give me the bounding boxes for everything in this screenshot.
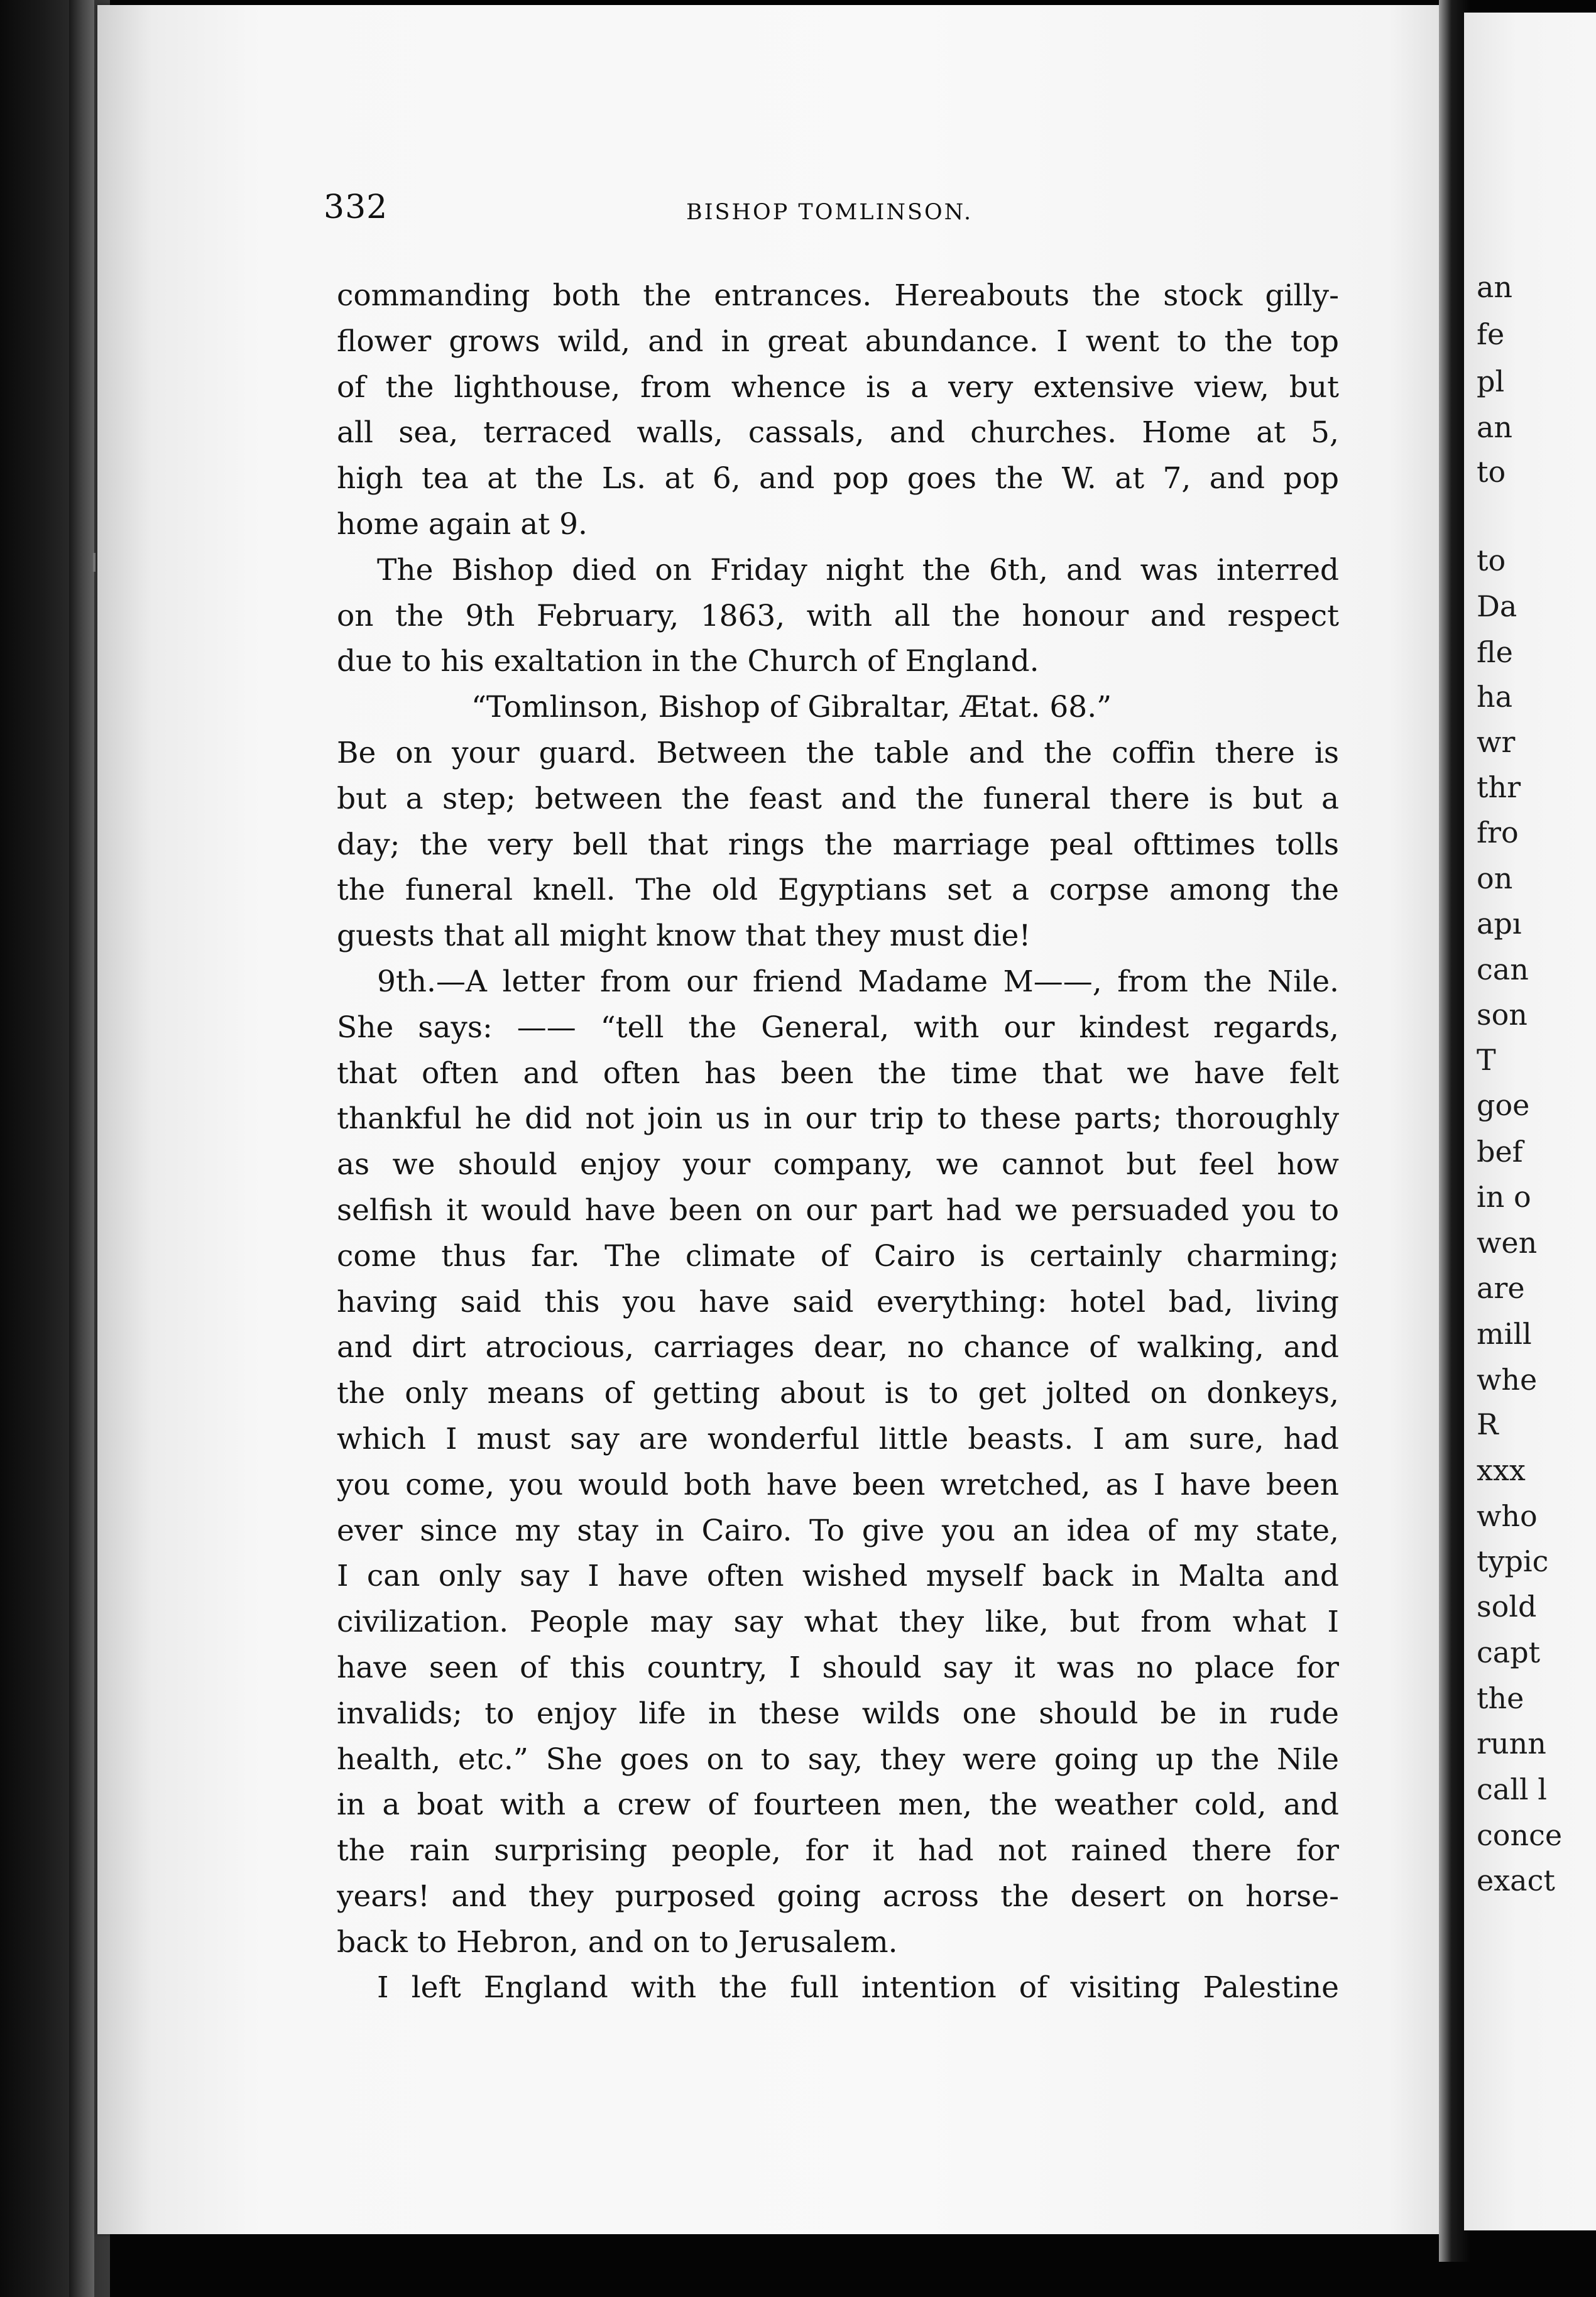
facing-text-fragment: xxx <box>1477 1453 1526 1487</box>
text-line: having said this you have said everything: hotel bad, living <box>337 1284 1339 1319</box>
facing-text-fragment: Da <box>1477 589 1517 623</box>
body-text <box>337 273 1339 2011</box>
facing-text-fragment: T <box>1477 1043 1496 1077</box>
text-line: selfish it would have been on our part had we persuaded you to <box>337 1192 1339 1228</box>
facing-text-fragment: bef <box>1477 1135 1523 1169</box>
text-line: as we should enjoy your company, we cannot but feel how <box>337 1147 1339 1182</box>
facing-text-fragment: exact <box>1477 1863 1555 1897</box>
facing-text-fragment: goe <box>1477 1088 1530 1122</box>
text-line: “Tomlinson, Bishop of Gibraltar, Ætat. 68.” <box>471 690 1112 725</box>
text-line: Be on your guard. Between the table and the coffin there is <box>337 735 1339 770</box>
text-line: commanding both the entrances. Hereabouts the stock gilly- <box>337 278 1339 313</box>
facing-text-fragment: R <box>1477 1407 1499 1441</box>
facing-text-fragment: ha <box>1477 680 1513 714</box>
facing-text-fragment: runn <box>1477 1727 1546 1760</box>
facing-text-fragment: sold <box>1477 1590 1537 1623</box>
text-line: and dirt atrocious, carriages dear, no chance of walking, and <box>337 1330 1339 1365</box>
text-line: years! and they purposed going across the desert on horse- <box>337 1879 1339 1914</box>
text-line: on the 9th February, 1863, with all the honour and respect <box>337 598 1339 633</box>
facing-text-fragment: who <box>1477 1499 1538 1533</box>
facing-text-fragment: call l <box>1477 1772 1547 1806</box>
facing-text-fragment: can <box>1477 952 1529 986</box>
facing-text-fragment: son <box>1477 998 1528 1032</box>
text-line: the only means of getting about is to get jolted on donkeys, <box>337 1376 1339 1411</box>
text-line: that often and often has been the time that we have felt <box>337 1056 1339 1091</box>
text-line: She says: —— “tell the General, with our kindest regards, <box>337 1010 1339 1045</box>
text-line: I left England with the full intention of visiting Palestine <box>377 1970 1339 2005</box>
facing-text-fragment: wen <box>1477 1226 1538 1260</box>
facing-text-fragment: fro <box>1477 816 1519 849</box>
facing-text-fragment: an <box>1477 270 1513 304</box>
facing-text-fragment: to <box>1477 455 1506 489</box>
page-edge-shadow <box>69 0 94 2297</box>
page-number: 332 <box>324 188 388 226</box>
facing-text-fragment: on <box>1477 861 1513 895</box>
facing-text-fragment: apı <box>1477 907 1522 941</box>
facing-text-fragment: in o <box>1477 1180 1531 1214</box>
text-line: the rain surprising people, for it had not rained there for <box>337 1833 1339 1869</box>
text-line: civilization. People may say what they like, but from what I <box>337 1605 1339 1640</box>
running-head: BISHOP TOMLINSON. <box>686 200 973 225</box>
text-line: which I must say are wonderful little beasts. I am sure, had <box>337 1421 1339 1456</box>
text-line: flower grows wild, and in great abundance. I went to the top <box>337 324 1339 359</box>
facing-text-fragment: an <box>1477 410 1513 444</box>
text-line: have seen of this country, I should say it was no place for <box>337 1650 1339 1685</box>
facing-text-fragment: typic <box>1477 1544 1549 1578</box>
facing-text-fragment: to <box>1477 543 1506 577</box>
facing-text-fragment: mill <box>1477 1317 1532 1351</box>
margin-mark <box>93 553 96 572</box>
text-line: in a boat with a crew of fourteen men, the weather cold, and <box>337 1787 1339 1823</box>
facing-text-fragment: fe <box>1477 317 1505 351</box>
text-line: due to his exaltation in the Church of England. <box>337 644 1039 679</box>
text-line: thankful he did not join us in our trip to these parts; thoroughly <box>337 1101 1339 1137</box>
facing-text-fragment: are <box>1477 1271 1525 1305</box>
text-line: come thus far. The climate of Cairo is certainly charming; <box>337 1238 1339 1274</box>
text-line: back to Hebron, and on to Jerusalem. <box>337 1924 898 1960</box>
text-line: health, etc.” She goes on to say, they were going up the Nile <box>337 1742 1339 1777</box>
text-line: day; the very bell that rings the marriage peal ofttimes tolls <box>337 827 1339 862</box>
text-line: high tea at the Ls. at 6, and pop goes the W. at 7, and pop <box>337 461 1339 496</box>
facing-text-fragment: whe <box>1477 1363 1538 1397</box>
facing-text-fragment: the <box>1477 1681 1524 1715</box>
text-line: all sea, terraced walls, cassals, and churches. Home at 5, <box>337 415 1339 450</box>
text-line: invalids; to enjoy life in these wilds one should be in rude <box>337 1696 1339 1731</box>
facing-text-fragment: wr <box>1477 725 1516 759</box>
text-line: of the lighthouse, from whence is a very extensive view, but <box>337 369 1339 405</box>
text-line: guests that all might know that they must die! <box>337 919 1031 954</box>
facing-page <box>1464 13 1596 2230</box>
text-line: ever since my stay in Cairo. To give you an idea of my state, <box>337 1513 1339 1548</box>
text-line: home again at 9. <box>337 506 588 542</box>
text-line: The Bishop died on Friday night the 6th, and was interred <box>377 552 1339 587</box>
facing-text-fragment: pl <box>1477 364 1505 398</box>
facing-text-fragment: fle <box>1477 635 1513 669</box>
text-line: the funeral knell. The old Egyptians set a corpse among the <box>337 873 1339 908</box>
text-line: I can only say I have often wished myself back in Malta and <box>337 1559 1339 1594</box>
facing-text-fragment: thr <box>1477 770 1521 804</box>
text-line: but a step; between the feast and the funeral there is but a <box>337 781 1339 816</box>
text-line: you come, you would both have been wretched, as I have been <box>337 1467 1339 1502</box>
facing-text-fragment: capt <box>1477 1635 1541 1669</box>
facing-text-fragment: conce <box>1477 1818 1563 1852</box>
text-line: 9th.—A letter from our friend Madame M——, from the Nile. <box>377 964 1339 999</box>
